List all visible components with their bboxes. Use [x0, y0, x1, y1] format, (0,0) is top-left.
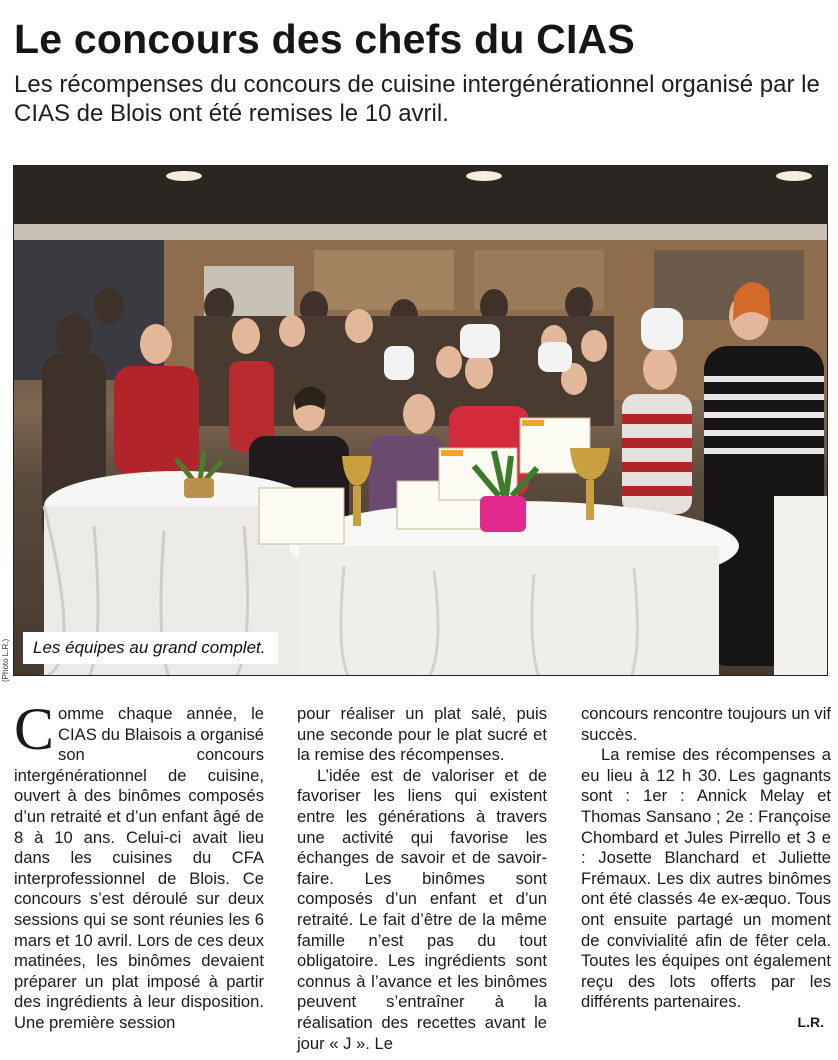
- column-1-paragraph: [14, 696, 264, 1034]
- column-2-paragraph-1: pour réaliser un plat salé, puis une seconde pour le plat sucré et la remise des récompenses.: [297, 704, 547, 765]
- group-photo-illustration: [14, 166, 828, 676]
- drop-cap: C: [14, 696, 55, 762]
- article-column-3: [581, 704, 831, 1013]
- photo-credit: (Photo L.R.): [1, 638, 10, 682]
- photo-caption: Les équipes au grand complet.: [23, 632, 278, 664]
- article-headline: Le concours des chefs du CIAS: [14, 16, 635, 62]
- column-3-paragraph-1: concours rencontre toujours un vif succès.: [581, 704, 831, 744]
- column-2-paragraph-2: L’idée est de valoriser et de favoriser les liens qui existent entre les générations à travers une activité qui favorise les échanges de savoir et de savoir-faire. Les binômes sont composés d’un enfant et d’un retraité. Le fait d’être de la même famille n’est pas du tout obligatoire. Les ingrédients sont connus à l’avance et les binômes peuvent s’entraîner à la réalisation des recettes avant le jour « J ». Le: [297, 765, 547, 1053]
- author-signature: L.R.: [797, 1014, 824, 1030]
- article-column-1: [14, 696, 264, 1034]
- article-photo: [13, 165, 828, 676]
- column-3-paragraph-2: La remise des récompenses a eu lieu à 12 h 30. Les gagnants sont : 1er : Annick Melay et Thomas Sansano ; 2e : Françoise Chombard et Jules Pirrello et 3 e : Josette Blanchard et Juliette Frémaux. Les dix autres binômes ont été classés 4e ex-æquo. Tous ont ensuite partagé un moment de convivialité afin de fêter cela. Toutes les équipes ont également reçu des lots offerts par les différents partenaires.: [581, 745, 831, 1012]
- article-standfirst: Les récompenses du concours de cuisine intergénérationnel organisé par le CIAS de Blois ont été remises le 10 avril.: [14, 71, 820, 127]
- column-1-text: omme chaque année, le CIAS du Blaisois a organisé son concours intergénérationnel de cuisine, ouvert à des binômes composés d’un retraité et d’un enfant âgé de 8 à 10 ans. Celui-ci avait lieu dans les cuisines du CFA interprofessionnel de Blois. Ce concours s’est déroulé sur deux sessions qui se sont réunies les 6 mars et 10 avril. Lors de ces deux matinées, les binômes devaient préparer un plat imposé à partir des ingrédients à leur disposition. Une première session: [14, 704, 264, 1032]
- article-column-2: [297, 704, 547, 1054]
